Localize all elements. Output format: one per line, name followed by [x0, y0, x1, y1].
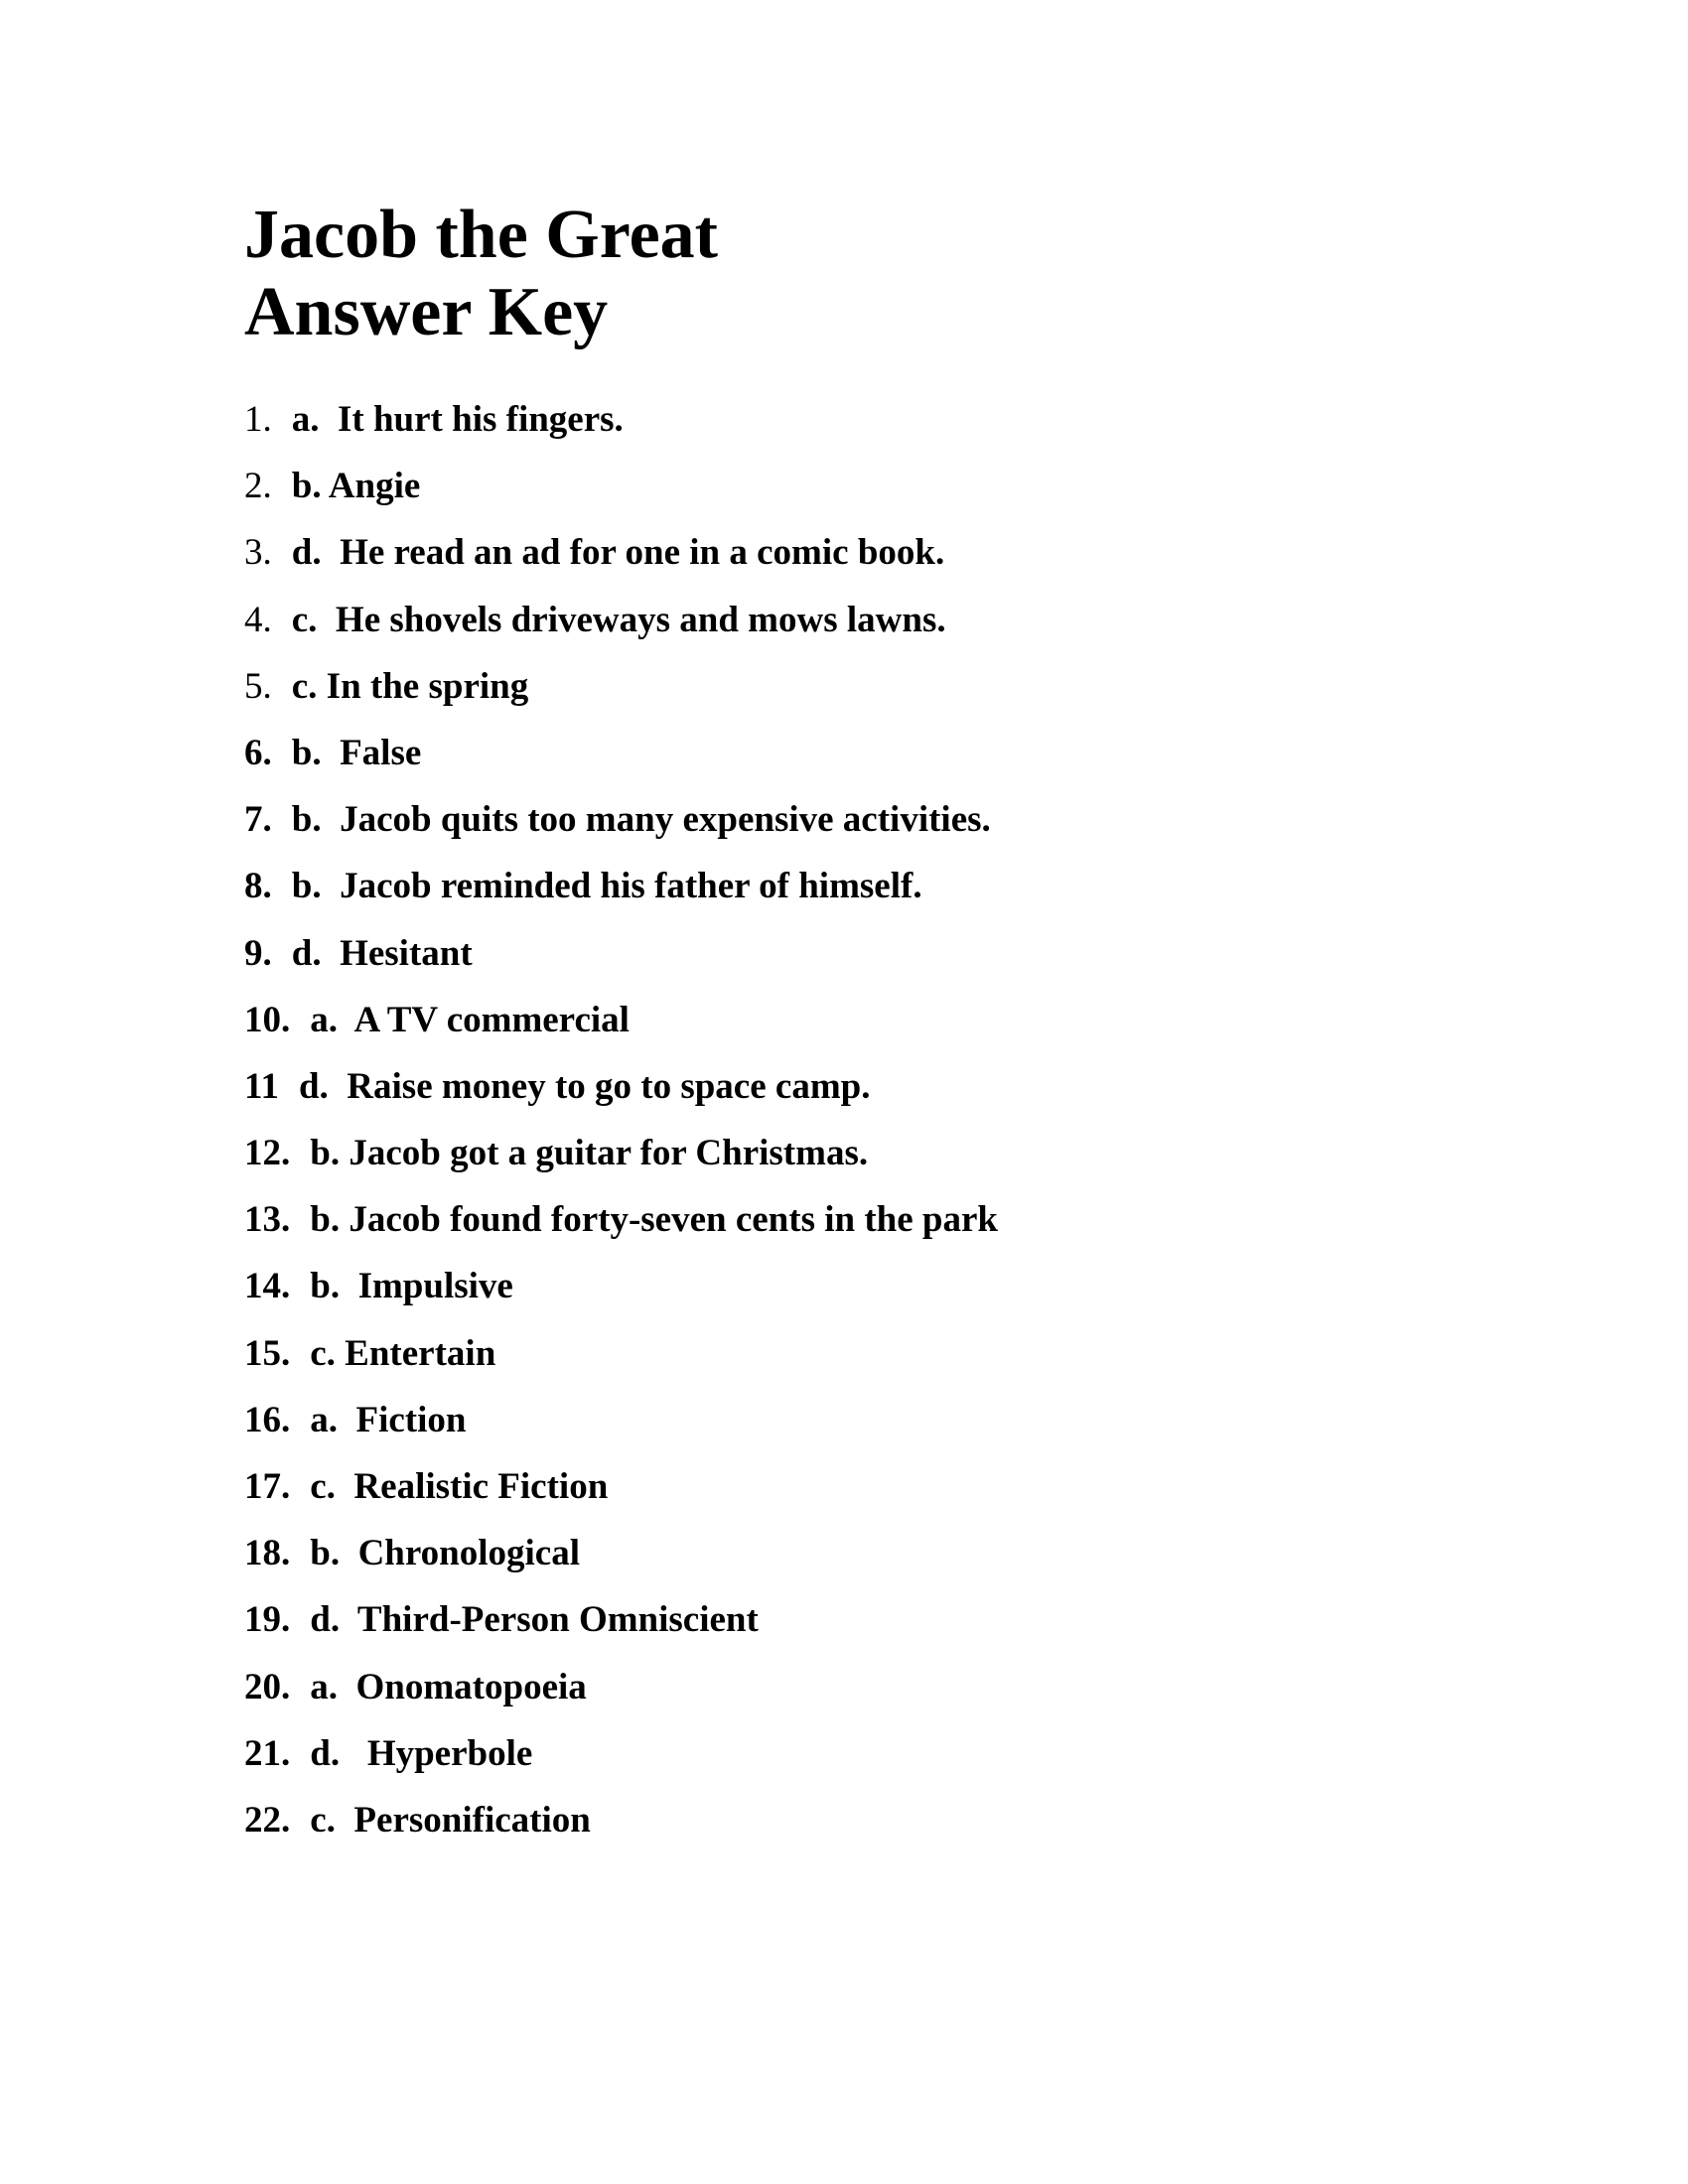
answer-item [244, 1666, 998, 1735]
answer-text: c. Personification [310, 1799, 591, 1841]
answer-item [244, 1065, 998, 1135]
answer-text: a. Onomatopoeia [310, 1666, 587, 1707]
answer-number: 9. [244, 932, 272, 974]
answer-item [244, 1332, 998, 1402]
answer-item [244, 1399, 998, 1468]
answer-number: 14. [244, 1266, 291, 1307]
answer-number: 21. [244, 1732, 291, 1774]
answer-item [244, 932, 998, 1002]
answer-text: b. Impulsive [310, 1266, 513, 1307]
answer-number: 3. [244, 532, 272, 574]
answer-number: 20. [244, 1666, 291, 1707]
answer-text: a. A TV commercial [310, 999, 630, 1040]
answer-item [244, 599, 998, 668]
answer-number: 17. [244, 1466, 291, 1507]
answer-text: b. Jacob found forty-seven cents in the park [310, 1199, 998, 1241]
answer-text: c. Realistic Fiction [310, 1466, 609, 1507]
answer-item [244, 1732, 998, 1802]
answer-number: 8. [244, 866, 272, 907]
answer-number: 22. [244, 1799, 291, 1841]
answer-item [244, 1201, 998, 1268]
answer-item [244, 1468, 998, 1535]
answer-number: 18. [244, 1533, 291, 1574]
answer-number: 6. [244, 732, 272, 773]
answer-text: a. It hurt his fingers. [291, 399, 624, 440]
answer-text: b. Chronological [310, 1533, 580, 1574]
answer-text: d. Hyperbole [310, 1732, 533, 1774]
answer-number: 16. [244, 1399, 291, 1440]
answer-text: c. In the spring [291, 665, 529, 707]
answer-item [244, 1135, 998, 1201]
document-title: Jacob the Great [244, 197, 718, 273]
answer-list [244, 401, 998, 1868]
answer-item [244, 534, 998, 601]
answer-item [244, 468, 998, 534]
answer-item [244, 1535, 998, 1601]
answer-text: a. Fiction [310, 1399, 467, 1440]
answer-item [244, 1268, 998, 1334]
answer-number: 1. [244, 399, 272, 440]
answer-text: d. Raise money to go to space camp. [298, 1065, 871, 1107]
answer-number: 13. [244, 1199, 291, 1241]
answer-text: d. He read an ad for one in a comic book. [291, 532, 945, 574]
document-subtitle: Answer Key [244, 274, 609, 350]
answer-number: 11 [244, 1065, 279, 1107]
answer-item [244, 732, 998, 801]
answer-item [244, 1799, 998, 1868]
answer-text: b. Jacob quits too many expensive activities. [291, 799, 991, 841]
answer-text: b. False [291, 732, 422, 773]
answer-number: 4. [244, 599, 272, 640]
answer-number: 2. [244, 466, 272, 507]
answer-number: 15. [244, 1332, 291, 1374]
answer-number: 19. [244, 1599, 291, 1641]
answer-item [244, 665, 998, 735]
answer-item [244, 401, 998, 468]
answer-number: 7. [244, 799, 272, 841]
page-title [244, 197, 718, 351]
answer-text: d. Third-Person Omniscient [310, 1599, 759, 1641]
answer-text: b. Angie [291, 466, 421, 507]
answer-item [244, 1601, 998, 1668]
answer-item [244, 801, 998, 868]
answer-text: c. He shovels driveways and mows lawns. [291, 599, 946, 640]
answer-number: 10. [244, 999, 291, 1040]
answer-text: c. Entertain [310, 1332, 496, 1374]
answer-text: d. Hesitant [291, 932, 473, 974]
answer-item [244, 999, 998, 1068]
answer-item [244, 868, 998, 934]
answer-number: 12. [244, 1133, 291, 1174]
answer-text: b. Jacob reminded his father of himself. [291, 866, 922, 907]
answer-text: b. Jacob got a guitar for Christmas. [310, 1133, 869, 1174]
answer-number: 5. [244, 665, 272, 707]
